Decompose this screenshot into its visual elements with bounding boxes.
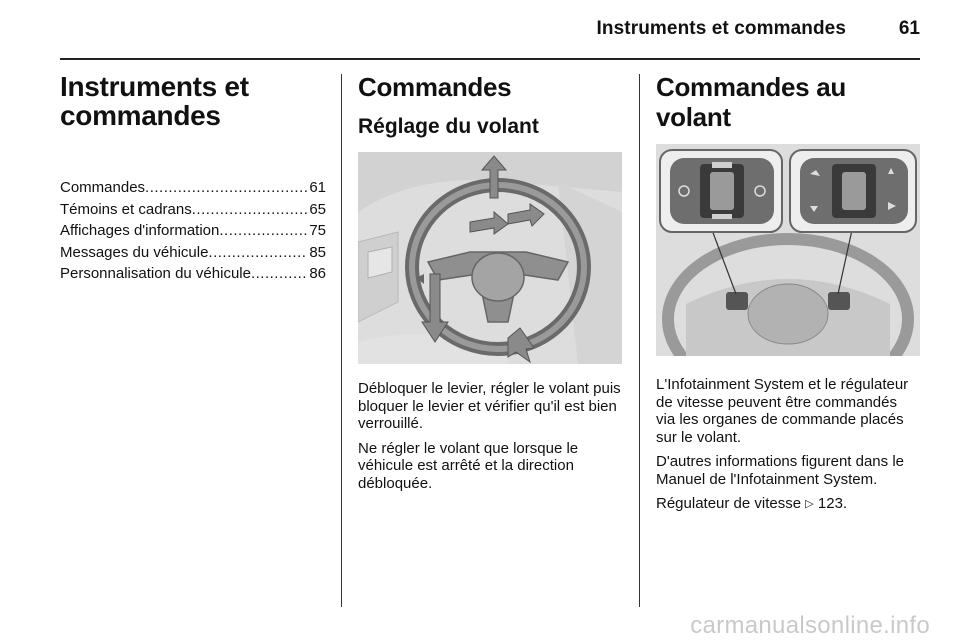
reference-page: 123. (817, 495, 848, 512)
toc-item[interactable] (60, 242, 326, 264)
table-of-contents (60, 177, 326, 285)
chapter-title: Instruments et commandes (60, 71, 249, 131)
column-divider-right (639, 74, 640, 607)
section-title: Commandes (358, 72, 512, 102)
paragraph: D'autres informations figurent dans le Manuel de l'Infotainment System. (656, 453, 904, 488)
toc-label: Personnalisation du véhicule (60, 265, 251, 282)
toc-page: 86 (309, 265, 326, 282)
watermark: carmanualsonline.info (690, 612, 930, 639)
paragraph: L'Infotainment System et le régulateur de vitesse peuvent être commandés via les organes de commande placés sur le volant. (656, 376, 909, 446)
running-header-title: Instruments et commandes (596, 18, 846, 39)
section-title: Commandes au volant (656, 72, 847, 132)
toc-leader (251, 263, 307, 285)
steering-wheel-icon (358, 152, 622, 364)
toc-leader (192, 199, 308, 221)
toc-item[interactable] (60, 199, 326, 221)
steering-controls-illustration (656, 144, 920, 356)
toc-label: Témoins et cadrans (60, 200, 192, 218)
toc-item[interactable] (60, 177, 326, 199)
arrow-right-icon: ▷ (805, 498, 814, 510)
paragraph: Débloquer le levier, régler le volant puis bloquer le levier et vérifier qu'il est bien verrouillé. (358, 380, 621, 432)
header-rule (60, 58, 920, 60)
toc-page: 85 (309, 243, 326, 261)
reference-label: Régulateur de vitesse (656, 495, 802, 512)
toc-label: Affichages d'information (60, 222, 220, 239)
cross-reference[interactable] (656, 495, 920, 515)
subsection-title: Réglage du volant (358, 115, 539, 138)
chapter-column (60, 72, 326, 285)
toc-item[interactable] (60, 263, 326, 285)
toc-page: 75 (309, 222, 326, 239)
toc-page: 65 (309, 200, 326, 218)
toc-leader (145, 177, 307, 199)
page-number: 61 (898, 18, 920, 39)
toc-item[interactable] (60, 220, 326, 242)
toc-label: Messages du véhicule (60, 243, 209, 261)
steering-wheel-adjust-illustration (358, 152, 622, 364)
toc-leader (208, 242, 307, 264)
toc-label: Commandes (60, 179, 146, 196)
paragraph: Ne régler le volant que lorsque le véhicule est arrêté et la direction débloquée. (358, 439, 579, 492)
toc-leader (219, 220, 307, 242)
commandes-column (358, 72, 622, 499)
commandes-au-volant-column (656, 72, 920, 522)
steering-controls-icon (656, 144, 920, 356)
toc-page: 61 (309, 179, 326, 196)
column-divider-left (341, 74, 342, 607)
